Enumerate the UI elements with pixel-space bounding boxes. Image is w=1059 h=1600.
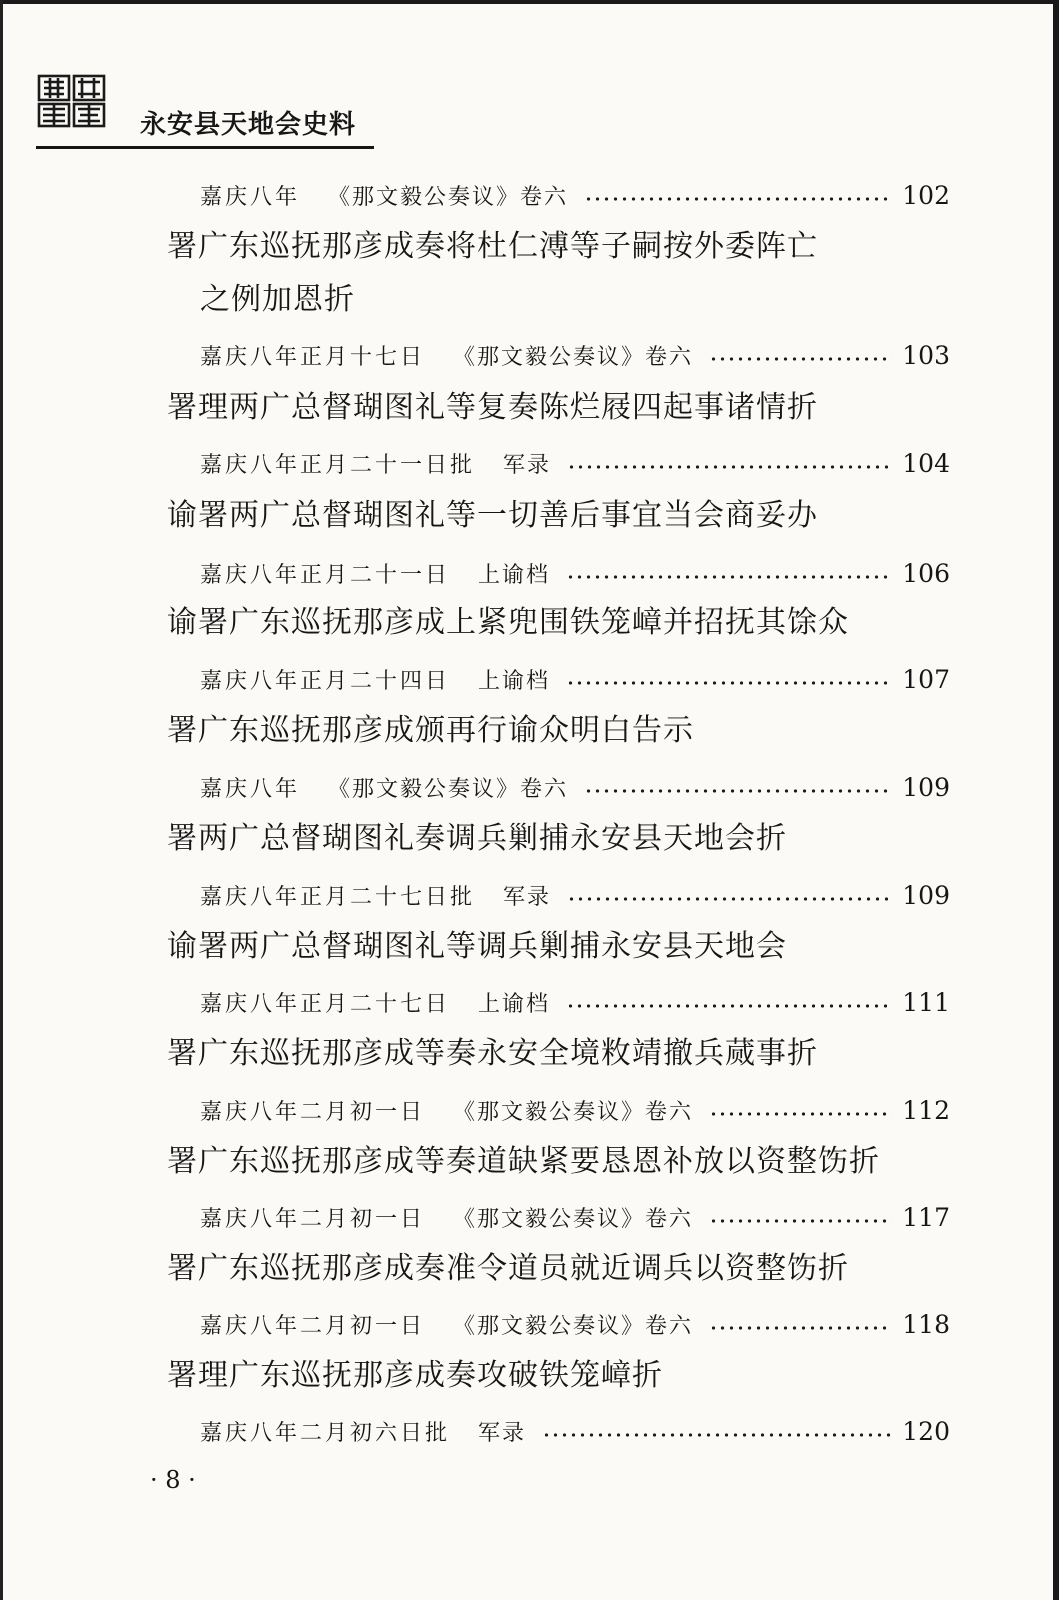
dot-leader — [567, 897, 892, 901]
toc-entry-meta — [200, 883, 950, 909]
toc-entry-title: 署广东巡抚那彦成奏准令道员就近调兵以资整饬折 — [167, 1251, 849, 1286]
entry-page-number: 117 — [902, 1203, 950, 1232]
entry-date: 嘉庆八年正月二十四日 — [200, 669, 451, 694]
dot-leader — [542, 1433, 892, 1437]
entry-date: 嘉庆八年正月二十一日 — [200, 563, 451, 588]
entry-source: 《那文毅公奏议》卷六 — [453, 1100, 694, 1125]
toc-entry-meta — [200, 1312, 950, 1338]
toc-entry-meta — [200, 990, 950, 1016]
entry-date: 嘉庆八年 — [200, 777, 301, 802]
entry-source: 军录 — [503, 453, 552, 478]
entry-source: 上谕档 — [478, 563, 551, 588]
toc-entry-title-continued: 之例加恩折 — [200, 282, 355, 317]
entry-date: 嘉庆八年正月二十一日批 — [200, 453, 476, 478]
entry-source: 《那文毅公奏议》卷六 — [328, 777, 569, 802]
toc-entry-meta — [200, 667, 950, 693]
entry-page-number: 106 — [902, 559, 950, 588]
toc-entry-meta — [200, 183, 950, 209]
dot-leader — [709, 1219, 892, 1223]
entry-source: 上谕档 — [478, 992, 551, 1017]
entry-source: 军录 — [478, 1421, 527, 1446]
toc-entry-meta — [200, 1098, 950, 1124]
dot-leader — [584, 197, 892, 201]
entry-page-number: 120 — [902, 1417, 950, 1446]
entry-page-number: 107 — [902, 665, 950, 694]
entry-source: 《那文毅公奏议》卷六 — [453, 1207, 694, 1232]
toc-entry-title: 署广东巡抚那彦成等奏道缺紧要恳恩补放以资整饬折 — [167, 1144, 880, 1179]
dot-leader — [709, 1326, 892, 1330]
running-title: 永安县天地会史料 — [140, 110, 357, 140]
toc-entry-meta — [200, 1419, 950, 1445]
dot-leader — [709, 1112, 892, 1116]
toc-entry-title: 署理广东巡抚那彦成奏攻破铁笼嶂折 — [167, 1358, 663, 1393]
entry-date: 嘉庆八年正月二十七日批 — [200, 885, 476, 910]
entry-page-number: 103 — [902, 341, 950, 370]
dot-leader — [567, 465, 892, 469]
page-folio: · 8 · — [150, 1466, 196, 1494]
toc-entry-title: 署两广总督瑚图礼奏调兵剿捕永安县天地会折 — [167, 821, 787, 856]
entry-page-number: 109 — [902, 881, 950, 910]
toc-entry-title: 署广东巡抚那彦成奏将杜仁溥等子嗣按外委阵亡 — [167, 229, 818, 264]
toc-entry-title: 署理两广总督瑚图礼等复奏陈烂屐四起事诸情折 — [167, 390, 818, 425]
entry-page-number: 109 — [902, 773, 950, 802]
entry-date: 嘉庆八年二月初六日批 — [200, 1421, 451, 1446]
toc-entry-meta — [200, 1205, 950, 1231]
toc-entry-meta — [200, 775, 950, 801]
dot-leader — [584, 789, 892, 793]
entry-page-number: 118 — [902, 1310, 950, 1339]
toc-entry-meta — [200, 343, 950, 369]
entry-page-number: 102 — [902, 181, 950, 210]
entry-source: 《那文毅公奏议》卷六 — [453, 1314, 694, 1339]
dot-leader — [709, 357, 892, 361]
toc-entry-meta — [200, 451, 950, 477]
entry-page-number: 104 — [902, 449, 950, 478]
entry-source: 《那文毅公奏议》卷六 — [328, 185, 569, 210]
entry-date: 嘉庆八年正月二十七日 — [200, 992, 451, 1017]
dot-leader — [566, 1004, 892, 1008]
entry-page-number: 112 — [902, 1096, 950, 1125]
entry-date: 嘉庆八年正月十七日 — [200, 345, 426, 370]
entry-date: 嘉庆八年二月初一日 — [200, 1100, 426, 1125]
entry-source: 《那文毅公奏议》卷六 — [453, 345, 694, 370]
entry-source: 军录 — [503, 885, 552, 910]
toc-entry-title: 署广东巡抚那彦成颁再行谕众明白告示 — [167, 713, 694, 748]
entry-date: 嘉庆八年 — [200, 185, 301, 210]
dot-leader — [566, 681, 892, 685]
dot-leader — [566, 575, 892, 579]
entry-source: 上谕档 — [478, 669, 551, 694]
toc-entry-title: 谕署两广总督瑚图礼等一切善后事宜当会商妥办 — [167, 498, 818, 533]
toc-entry-title: 署广东巡抚那彦成等奏永安全境敉靖撤兵蒇事折 — [167, 1036, 818, 1071]
entry-page-number: 111 — [902, 988, 950, 1017]
toc-entry-meta — [200, 561, 950, 587]
entry-date: 嘉庆八年二月初一日 — [200, 1314, 426, 1339]
toc-entry-title: 谕署广东巡抚那彦成上紧兜围铁笼嶂并招抚其馀众 — [167, 605, 849, 640]
toc-entry-title: 谕署两广总督瑚图礼等调兵剿捕永安县天地会 — [167, 929, 787, 964]
entry-date: 嘉庆八年二月初一日 — [200, 1207, 426, 1232]
